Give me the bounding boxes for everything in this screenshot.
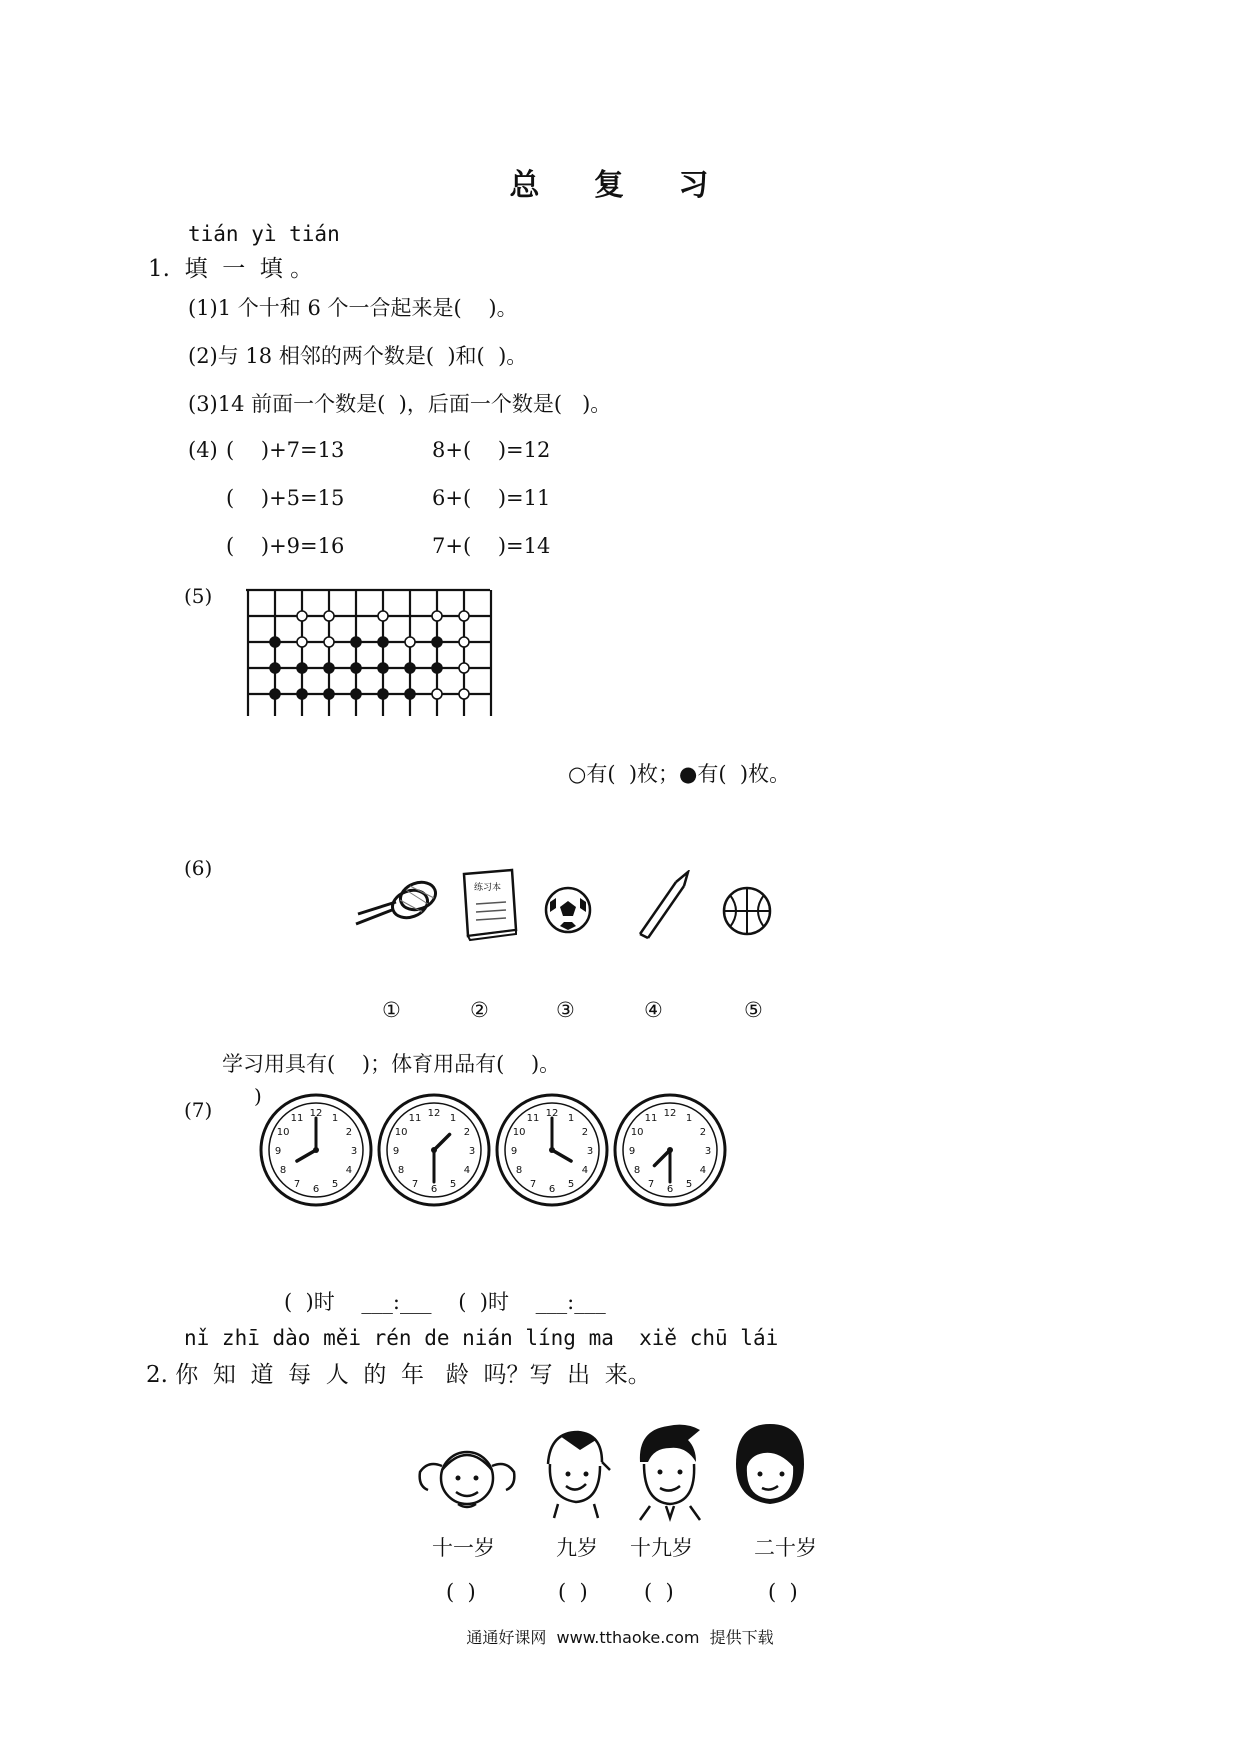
black-stone <box>270 637 280 647</box>
woman-face-icon <box>730 1420 810 1510</box>
svg-text:12: 12 <box>545 1108 559 1119</box>
svg-text:3: 3 <box>704 1146 712 1157</box>
boy-cap-face-icon <box>536 1424 612 1520</box>
black-stone <box>351 689 361 699</box>
black-stone <box>432 663 442 673</box>
white-stone <box>459 611 469 621</box>
equation: 8+( )=12 <box>432 438 551 462</box>
svg-text:10: 10 <box>394 1127 408 1138</box>
footer-credit: 通通好课网 www.tthaoke.com 提供下载 <box>466 1628 774 1647</box>
white-stone <box>297 637 307 647</box>
svg-text:9: 9 <box>628 1146 636 1157</box>
age-label: 十九岁 <box>630 1536 693 1560</box>
white-stone <box>324 611 334 621</box>
black-stone <box>432 637 442 647</box>
svg-text:6: 6 <box>548 1184 556 1195</box>
svg-text:3: 3 <box>468 1146 476 1157</box>
soccer-ball-icon <box>542 884 594 936</box>
svg-text:4: 4 <box>699 1165 707 1176</box>
white-stone <box>432 611 442 621</box>
svg-text:5: 5 <box>567 1178 575 1190</box>
black-stone <box>270 689 280 699</box>
clock-icon <box>497 1095 607 1205</box>
black-stone <box>351 637 361 647</box>
svg-text:7: 7 <box>529 1178 537 1190</box>
svg-text:4: 4 <box>463 1165 471 1176</box>
q1-item-6-label: (6) <box>184 856 213 880</box>
item-number: ④ <box>644 998 663 1022</box>
white-stone <box>459 663 469 673</box>
svg-text:2: 2 <box>345 1127 353 1138</box>
svg-text:7: 7 <box>647 1178 655 1190</box>
item-number: ③ <box>556 998 575 1022</box>
svg-text:6: 6 <box>312 1184 320 1195</box>
svg-text:9: 9 <box>392 1146 400 1157</box>
svg-text:8: 8 <box>279 1165 287 1176</box>
go-board <box>240 588 500 718</box>
svg-text:2: 2 <box>699 1127 707 1138</box>
svg-text:7: 7 <box>411 1178 419 1190</box>
clock-icon <box>615 1095 725 1205</box>
q1-item-5-label: (5) <box>184 584 213 608</box>
young-man-face-icon <box>630 1418 710 1522</box>
svg-text:3: 3 <box>350 1146 358 1157</box>
q1-item-7-label: (7) <box>184 1098 213 1122</box>
white-stone <box>459 689 469 699</box>
age-answer-blank: ( ) <box>446 1580 476 1604</box>
basketball-icon <box>720 884 774 938</box>
svg-text:8: 8 <box>633 1165 641 1176</box>
age-answer-blank: ( ) <box>768 1580 798 1604</box>
svg-text:1: 1 <box>567 1113 575 1125</box>
black-stone <box>405 689 415 699</box>
svg-text:2: 2 <box>463 1127 471 1138</box>
white-stone <box>378 611 388 621</box>
white-stone <box>324 637 334 647</box>
svg-text:10: 10 <box>512 1127 526 1138</box>
svg-text:11: 11 <box>408 1113 422 1125</box>
svg-text:3: 3 <box>586 1146 594 1157</box>
svg-text:6: 6 <box>430 1184 438 1195</box>
svg-text:8: 8 <box>515 1165 523 1176</box>
svg-text:4: 4 <box>345 1165 353 1176</box>
white-stone <box>432 689 442 699</box>
equation: ( )+9=16 <box>226 534 345 558</box>
black-stone <box>297 663 307 673</box>
svg-text:5: 5 <box>449 1178 457 1190</box>
notebook-label: 练习本 <box>474 883 502 893</box>
pencil-icon <box>632 870 692 942</box>
svg-text:12: 12 <box>309 1108 323 1119</box>
notebook-icon <box>456 868 520 942</box>
q2-pinyin: nǐ zhī dào měi rén de nián líng ma xiě chū lái <box>184 1326 779 1350</box>
white-stone <box>297 611 307 621</box>
page-title: 总 复 习 <box>509 168 731 203</box>
black-stone <box>378 663 388 673</box>
q1-item-1: (1)1 个十和 6 个一合起来是( )。 <box>188 296 518 320</box>
age-label: 九岁 <box>556 1536 598 1560</box>
svg-text:8: 8 <box>397 1165 405 1176</box>
black-stone <box>378 637 388 647</box>
svg-text:10: 10 <box>630 1127 644 1138</box>
svg-text:9: 9 <box>510 1146 518 1157</box>
svg-text:11: 11 <box>644 1113 658 1125</box>
clocks-row <box>258 1092 728 1212</box>
q1-item-6-question: 学习用具有( )；体育用品有( )。 <box>222 1052 561 1076</box>
svg-text:5: 5 <box>331 1178 339 1190</box>
age-label: 十一岁 <box>432 1536 495 1560</box>
black-stone <box>324 663 334 673</box>
age-answer-blank: ( ) <box>558 1580 588 1604</box>
age-answer-blank: ( ) <box>644 1580 674 1604</box>
black-stone <box>324 689 334 699</box>
item-number: ② <box>470 998 489 1022</box>
svg-text:1: 1 <box>449 1113 457 1125</box>
q1-item-2: (2)与 18 相邻的两个数是( )和( )。 <box>188 344 528 368</box>
age-label: 二十岁 <box>754 1536 817 1560</box>
svg-text:11: 11 <box>526 1113 540 1125</box>
svg-text:1: 1 <box>331 1113 339 1125</box>
svg-text:5: 5 <box>685 1178 693 1190</box>
equation: ( )+5=15 <box>226 486 345 510</box>
white-stone <box>405 637 415 647</box>
black-stone <box>405 663 415 673</box>
svg-text:6: 6 <box>666 1184 674 1195</box>
stray-mark: ) <box>254 1084 262 1108</box>
q1-item-7-answers: ( )时 ___:___ ( )时 ___:___ <box>284 1290 606 1314</box>
white-stone <box>459 637 469 647</box>
q1-heading: 1. 填 一 填 。 <box>148 256 314 282</box>
q1-item-5-question: ○有( )枚；●有( )枚。 <box>568 762 791 786</box>
black-stone <box>297 689 307 699</box>
black-stone <box>378 689 388 699</box>
svg-text:12: 12 <box>663 1108 677 1119</box>
equation: ( )+7=13 <box>226 438 345 462</box>
svg-text:9: 9 <box>274 1146 282 1157</box>
svg-text:12: 12 <box>427 1108 441 1119</box>
q2-heading: 2. 你 知 道 每 人 的 年 龄 吗？写 出 来。 <box>146 1362 651 1388</box>
black-stone <box>351 663 361 673</box>
svg-text:1: 1 <box>685 1113 693 1125</box>
svg-text:11: 11 <box>290 1113 304 1125</box>
svg-text:7: 7 <box>293 1178 301 1190</box>
equation: 6+( )=11 <box>432 486 551 510</box>
rackets-icon <box>352 872 448 932</box>
q1-pinyin: tián yì tián <box>188 222 340 246</box>
svg-text:4: 4 <box>581 1165 589 1176</box>
svg-text:2: 2 <box>581 1127 589 1138</box>
q1-item-3: (3)14 前面一个数是( )，后面一个数是( )。 <box>188 392 612 416</box>
clock-icon <box>261 1095 371 1205</box>
item-number: ⑤ <box>744 998 763 1022</box>
black-stone <box>270 663 280 673</box>
equation: 7+( )=14 <box>432 534 551 558</box>
item-number: ① <box>382 998 401 1022</box>
q1-item-4-label: (4) <box>188 438 218 462</box>
girl-face-icon <box>414 1430 520 1520</box>
svg-text:10: 10 <box>276 1127 290 1138</box>
clock-icon <box>379 1095 489 1205</box>
